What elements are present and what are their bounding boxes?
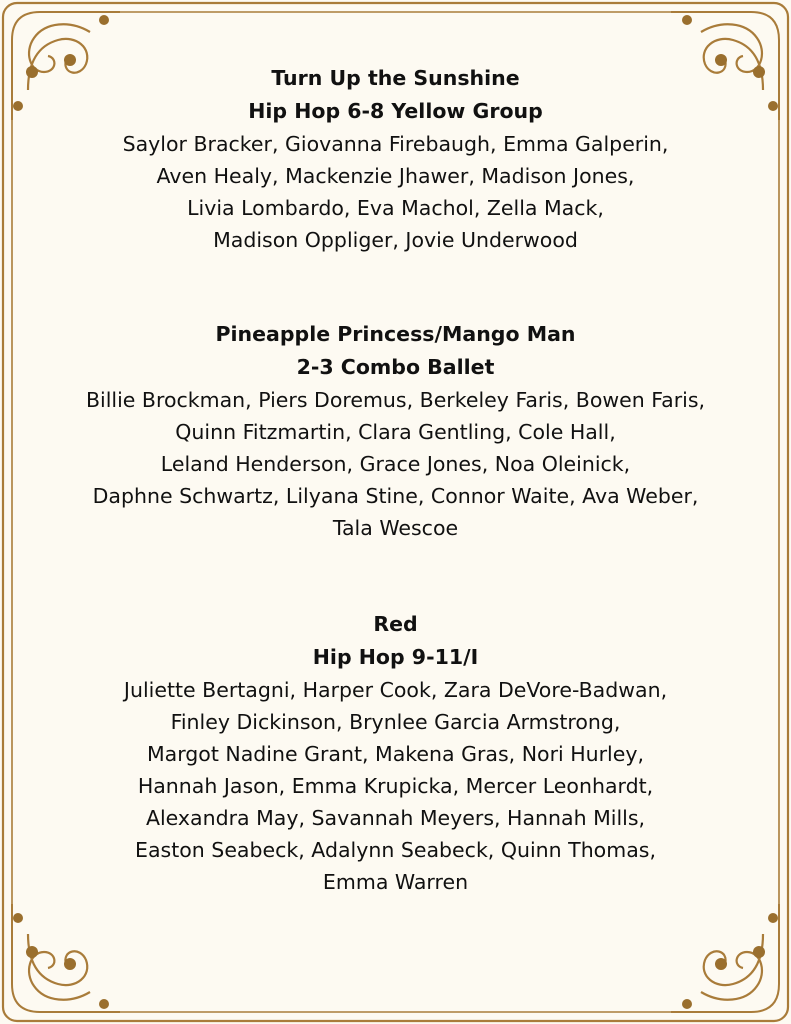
name-line: Emma Warren [322,870,469,894]
name-line: Livia Lombardo, Eva Machol, Zella Mack, [187,196,604,220]
name-line: Quinn Fitzmartin, Clara Gentling, Cole Hall, [175,420,616,444]
name-line: Leland Henderson, Grace Jones, Noa Oleinick, [160,452,631,476]
name-line: Billie Brockman, Piers Doremus, Berkeley Faris, Bowen Faris, [85,388,706,412]
name-line: Saylor Bracker, Giovanna Firebaugh, Emma Galperin, [122,132,669,156]
name-line: Tala Wescoe [332,516,459,540]
name-line: Margot Nadine Grant, Makena Gras, Nori Hurley, [146,742,645,766]
name-line: Easton Seabeck, Adalynn Seabeck, Quinn Thomas, [135,838,656,862]
name-line: Finley Dickinson, Brynlee Garcia Armstrong, [170,710,621,734]
section-title: Turn Up the Sunshine [271,66,520,90]
roster-content [30,62,761,898]
section-subtitle: 2-3 Combo Ballet [296,355,495,379]
corner-flourish-bottom-right-icon [671,904,779,1012]
dancer-names [30,384,761,544]
name-line: Alexandra May, Savannah Meyers, Hannah Mills, [145,806,646,830]
section-pineapple-princess [30,318,761,544]
section-title: Red [373,612,418,636]
section-turn-up-the-sunshine [30,62,761,256]
name-line: Juliette Bertagni, Harper Cook, Zara DeVore-Badwan, [123,678,668,702]
name-line: Madison Oppliger, Jovie Underwood [213,228,578,252]
section-red [30,608,761,898]
name-line: Hannah Jason, Emma Krupicka, Mercer Leonhardt, [137,774,654,798]
section-subtitle: Hip Hop 9-11/I [312,645,479,669]
section-title: Pineapple Princess/Mango Man [215,322,576,346]
section-subtitle: Hip Hop 6-8 Yellow Group [248,99,543,123]
dancer-names [30,128,761,256]
dancer-names [30,674,761,898]
name-line: Aven Healy, Mackenzie Jhawer, Madison Jones, [156,164,635,188]
name-line: Daphne Schwartz, Lilyana Stine, Connor Waite, Ava Weber, [92,484,699,508]
corner-flourish-bottom-left-icon [12,904,120,1012]
